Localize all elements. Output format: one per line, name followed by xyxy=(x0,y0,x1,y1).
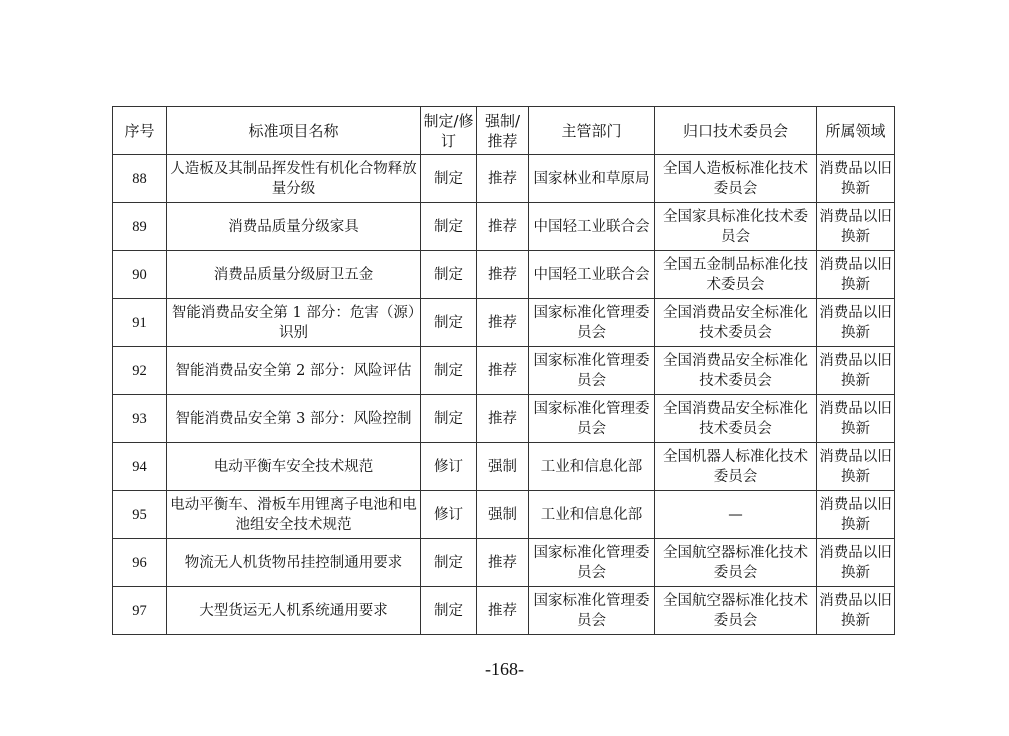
mandatory-type-cell: 强制 xyxy=(477,443,529,491)
revision-type-cell: 制定 xyxy=(421,251,477,299)
revision-type-cell: 修订 xyxy=(421,491,477,539)
page-number: -168- xyxy=(485,659,524,679)
serial-number-cell: 92 xyxy=(113,347,167,395)
header-cell: 所属领域 xyxy=(817,107,895,155)
table-row xyxy=(113,299,895,347)
table-header-row xyxy=(113,107,895,155)
committee-cell: 全国五金制品标准化技术委员会 xyxy=(655,251,817,299)
committee-cell: 全国机器人标准化技术委员会 xyxy=(655,443,817,491)
serial-number-cell: 89 xyxy=(113,203,167,251)
table-row xyxy=(113,347,895,395)
revision-type-cell: 制定 xyxy=(421,203,477,251)
domain-cell: 消费品以旧换新 xyxy=(817,491,895,539)
domain-cell: 消费品以旧换新 xyxy=(817,395,895,443)
header-cell: 归口技术委员会 xyxy=(655,107,817,155)
header-cell: 主管部门 xyxy=(529,107,655,155)
mandatory-type-cell: 推荐 xyxy=(477,395,529,443)
domain-cell: 消费品以旧换新 xyxy=(817,347,895,395)
department-cell: 国家标准化管理委员会 xyxy=(529,539,655,587)
serial-number-cell: 96 xyxy=(113,539,167,587)
department-cell: 国家标准化管理委员会 xyxy=(529,299,655,347)
department-cell: 中国轻工业联合会 xyxy=(529,203,655,251)
table-row xyxy=(113,491,895,539)
serial-number-cell: 93 xyxy=(113,395,167,443)
committee-cell: 全国人造板标准化技术委员会 xyxy=(655,155,817,203)
table-row xyxy=(113,539,895,587)
committee-cell: 全国消费品安全标准化技术委员会 xyxy=(655,347,817,395)
serial-number-cell: 95 xyxy=(113,491,167,539)
standard-name-cell: 智能消费品安全第 1 部分：危害（源）识别 xyxy=(167,299,421,347)
serial-number-cell: 97 xyxy=(113,587,167,635)
table-row xyxy=(113,203,895,251)
standard-name-cell: 消费品质量分级厨卫五金 xyxy=(167,251,421,299)
mandatory-type-cell: 强制 xyxy=(477,491,529,539)
mandatory-type-cell: 推荐 xyxy=(477,299,529,347)
serial-number-cell: 91 xyxy=(113,299,167,347)
department-cell: 国家林业和草原局 xyxy=(529,155,655,203)
committee-cell: 全国航空器标准化技术委员会 xyxy=(655,539,817,587)
standard-name-cell: 电动平衡车、滑板车用锂离子电池和电池组安全技术规范 xyxy=(167,491,421,539)
standard-name-cell: 人造板及其制品挥发性有机化合物释放量分级 xyxy=(167,155,421,203)
header-cell: 制定/修订 xyxy=(421,107,477,155)
revision-type-cell: 制定 xyxy=(421,395,477,443)
revision-type-cell: 修订 xyxy=(421,443,477,491)
domain-cell: 消费品以旧换新 xyxy=(817,155,895,203)
standard-name-cell: 大型货运无人机系统通用要求 xyxy=(167,587,421,635)
table-row xyxy=(113,251,895,299)
domain-cell: 消费品以旧换新 xyxy=(817,587,895,635)
standards-table xyxy=(112,106,895,635)
standard-name-cell: 电动平衡车安全技术规范 xyxy=(167,443,421,491)
mandatory-type-cell: 推荐 xyxy=(477,587,529,635)
department-cell: 中国轻工业联合会 xyxy=(529,251,655,299)
revision-type-cell: 制定 xyxy=(421,539,477,587)
header-cell: 序号 xyxy=(113,107,167,155)
standard-name-cell: 消费品质量分级家具 xyxy=(167,203,421,251)
revision-type-cell: 制定 xyxy=(421,347,477,395)
domain-cell: 消费品以旧换新 xyxy=(817,203,895,251)
domain-cell: 消费品以旧换新 xyxy=(817,299,895,347)
department-cell: 国家标准化管理委员会 xyxy=(529,587,655,635)
department-cell: 工业和信息化部 xyxy=(529,491,655,539)
standard-name-cell: 智能消费品安全第 3 部分：风险控制 xyxy=(167,395,421,443)
serial-number-cell: 90 xyxy=(113,251,167,299)
committee-cell: 全国消费品安全标准化技术委员会 xyxy=(655,395,817,443)
committee-cell: 全国消费品安全标准化技术委员会 xyxy=(655,299,817,347)
domain-cell: 消费品以旧换新 xyxy=(817,251,895,299)
department-cell: 国家标准化管理委员会 xyxy=(529,347,655,395)
mandatory-type-cell: 推荐 xyxy=(477,203,529,251)
table-row xyxy=(113,155,895,203)
department-cell: 工业和信息化部 xyxy=(529,443,655,491)
standard-name-cell: 智能消费品安全第 2 部分：风险评估 xyxy=(167,347,421,395)
committee-cell: — xyxy=(655,491,817,539)
table-row xyxy=(113,443,895,491)
header-cell: 强制/推荐 xyxy=(477,107,529,155)
revision-type-cell: 制定 xyxy=(421,299,477,347)
mandatory-type-cell: 推荐 xyxy=(477,155,529,203)
department-cell: 国家标准化管理委员会 xyxy=(529,395,655,443)
mandatory-type-cell: 推荐 xyxy=(477,539,529,587)
serial-number-cell: 94 xyxy=(113,443,167,491)
committee-cell: 全国家具标准化技术委员会 xyxy=(655,203,817,251)
mandatory-type-cell: 推荐 xyxy=(477,251,529,299)
header-cell: 标准项目名称 xyxy=(167,107,421,155)
standard-name-cell: 物流无人机货物吊挂控制通用要求 xyxy=(167,539,421,587)
domain-cell: 消费品以旧换新 xyxy=(817,443,895,491)
revision-type-cell: 制定 xyxy=(421,587,477,635)
mandatory-type-cell: 推荐 xyxy=(477,347,529,395)
table-row xyxy=(113,395,895,443)
committee-cell: 全国航空器标准化技术委员会 xyxy=(655,587,817,635)
revision-type-cell: 制定 xyxy=(421,155,477,203)
domain-cell: 消费品以旧换新 xyxy=(817,539,895,587)
serial-number-cell: 88 xyxy=(113,155,167,203)
table-row xyxy=(113,587,895,635)
